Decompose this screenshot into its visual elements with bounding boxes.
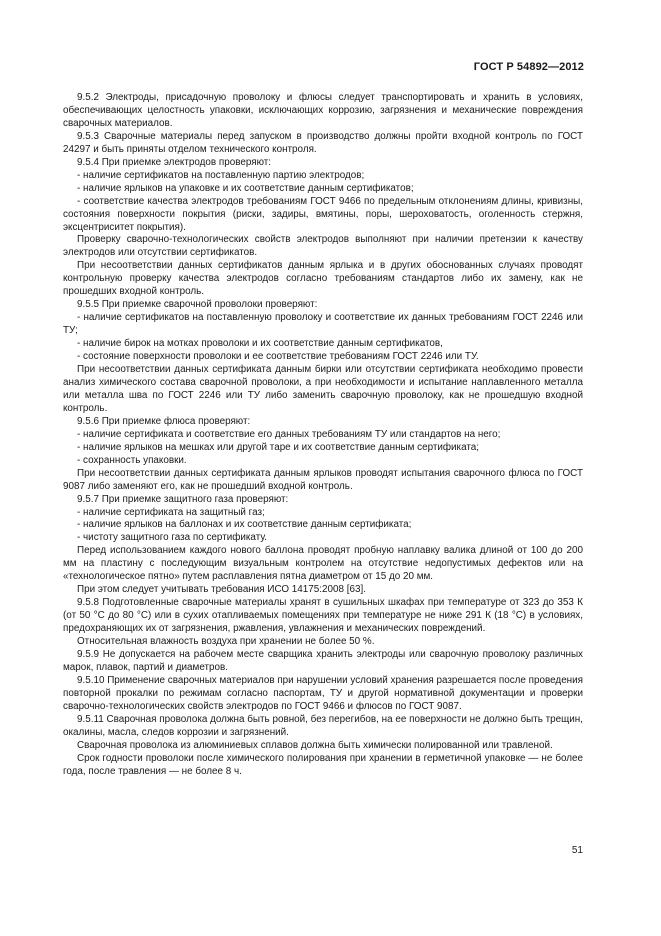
page-number: 51	[571, 845, 583, 856]
paragraph: 9.5.9 Не допускается на рабочем месте сварщика хранить электроды или сварочную проволоку различных марок, плавок, партий и диаметров.	[63, 648, 583, 673]
paragraph: - наличие сертификата на защитный газ;	[77, 506, 265, 518]
paragraph: 9.5.7 При приемке защитного газа проверяют:	[77, 493, 289, 505]
paragraph: - наличие сертификатов на поставленную партию электродов;	[77, 169, 365, 181]
paragraph: 9.5.6 При приемке флюса проверяют:	[77, 415, 251, 427]
paragraph: При несоответствии данных сертификата данным ярлыков проводят испытания сварочного флюса по ГОСТ 9087 либо заменяют его, как не прошедший входной контроль.	[63, 467, 583, 492]
document-code-header: ГОСТ Р 54892—2012	[473, 61, 584, 73]
paragraph: 9.5.2 Электроды, присадочную проволоку и флюсы следует транспортировать и хранить в условиях, обеспечивающих целостность упаковки, исключающих коррозию, загрязнения и механические повреждения сварочных материалов.	[63, 92, 583, 129]
paragraph: Перед использованием каждого нового баллона проводят пробную наплавку валика длиной от 100 до 200 мм на пластину с последующим визуальным контролем на отсутствие недопустимых дефектов или на «технологическое пятно» путем расплавления пятна диаметром от 15 до 20 мм.	[63, 545, 583, 583]
paragraph: - соответствие качества электродов требованиям ГОСТ 9466 по предельным отклонениям длины, кривизны, состояния поверхности покрытия (риски, задиры, вмятины, поры, шероховатость, оголенность стержня, эксцентриситет покрытия).	[63, 195, 583, 233]
document-body	[63, 92, 583, 779]
paragraph: 9.5.3 Сварочные материалы перед запуском в производство должны пройти входной контроль по ГОСТ 24297 и быть приняты отделом технического контроля.	[63, 130, 583, 155]
paragraph: - наличие сертификатов на поставленную проволоку и соответствие их данных требованиям ГОСТ 2246 или ТУ;	[63, 312, 583, 337]
paragraph: Сварочная проволока из алюминиевых сплавов должна быть химически полированной или травленой.	[77, 739, 553, 751]
paragraph: 9.5.4 При приемке электродов проверяют:	[77, 156, 272, 168]
paragraph: Срок годности проволоки после химического полирования при хранении в герметичной упаковке — не более года, после травления — не более 8 ч.	[63, 752, 583, 777]
paragraph: - наличие ярлыков на мешках или другой таре и их соответствие данным сертификата;	[77, 441, 480, 453]
paragraph: При несоответствии данных сертификата данным бирки или отсутствии сертификата необходимо провести анализ химического состава сварочной проволоки, а при необходимости и испытание наплавленного металла или металла шва по ГОСТ 2246 или ТУ либо заменить сварочную проволоку, как не прошедшую входной контроль.	[63, 364, 583, 414]
paragraph: 9.5.8 Подготовленные сварочные материалы хранят в сушильных шкафах при температуре от 323 до 353 К (от 50 °С до 80 °С) или в сухих отапливаемых помещениях при температуре не ниже 291 К (18 °С) в условиях, предохраняющих их от загрязнения, ржавления, увлажнения и механических повреждений.	[63, 597, 583, 635]
paragraph: 9.5.5 При приемке сварочной проволоки проверяют:	[77, 299, 318, 311]
paragraph: - наличие ярлыков на баллонах и их соответствие данным сертификата;	[77, 519, 412, 531]
paragraph: - наличие бирок на мотках проволоки и их соответствие данным сертификатов,	[77, 338, 443, 350]
paragraph: Проверку сварочно-технологических свойств электродов выполняют при наличии претензии к качеству электродов или отсутствии сертификатов.	[63, 234, 583, 259]
paragraph: При этом следует учитывать требования ИСО 14175:2008 [63].	[77, 584, 366, 596]
paragraph: 9.5.10 Применение сварочных материалов при нарушении условий хранения разрешается после проведения повторной прокалки по режимам согласно паспортам, ТУ и другой нормативной документации и проверки сварочно-технологических свойств электродов по ГОСТ 9466 и флюсов по ГОСТ 9087.	[63, 674, 583, 712]
paragraph: При несоответствии данных сертификатов данным ярлыка и в других обоснованных случаях проводят контрольную проверку качества электродов согласно требованиям стандартов либо их замену, как не прошедших входной контроль.	[63, 260, 583, 298]
paragraph: - наличие ярлыков на упаковке и их соответствие данным сертификатов;	[77, 182, 414, 194]
paragraph: - наличие сертификата и соответствие его данных требованиям ТУ или стандартов на него;	[77, 428, 501, 440]
paragraph: 9.5.11 Сварочная проволока должна быть ровной, без перегибов, на ее поверхности не должно быть трещин, окалины, масла, следов коррозии и загрязнений.	[63, 713, 583, 738]
paragraph: - сохранность упаковки.	[77, 454, 187, 466]
paragraph: Относительная влажность воздуха при хранении не более 50 %.	[77, 636, 375, 648]
paragraph: - чистоту защитного газа по сертификату.	[77, 532, 268, 544]
paragraph: - состояние поверхности проволоки и ее соответствие требованиям ГОСТ 2246 или ТУ.	[77, 351, 479, 363]
